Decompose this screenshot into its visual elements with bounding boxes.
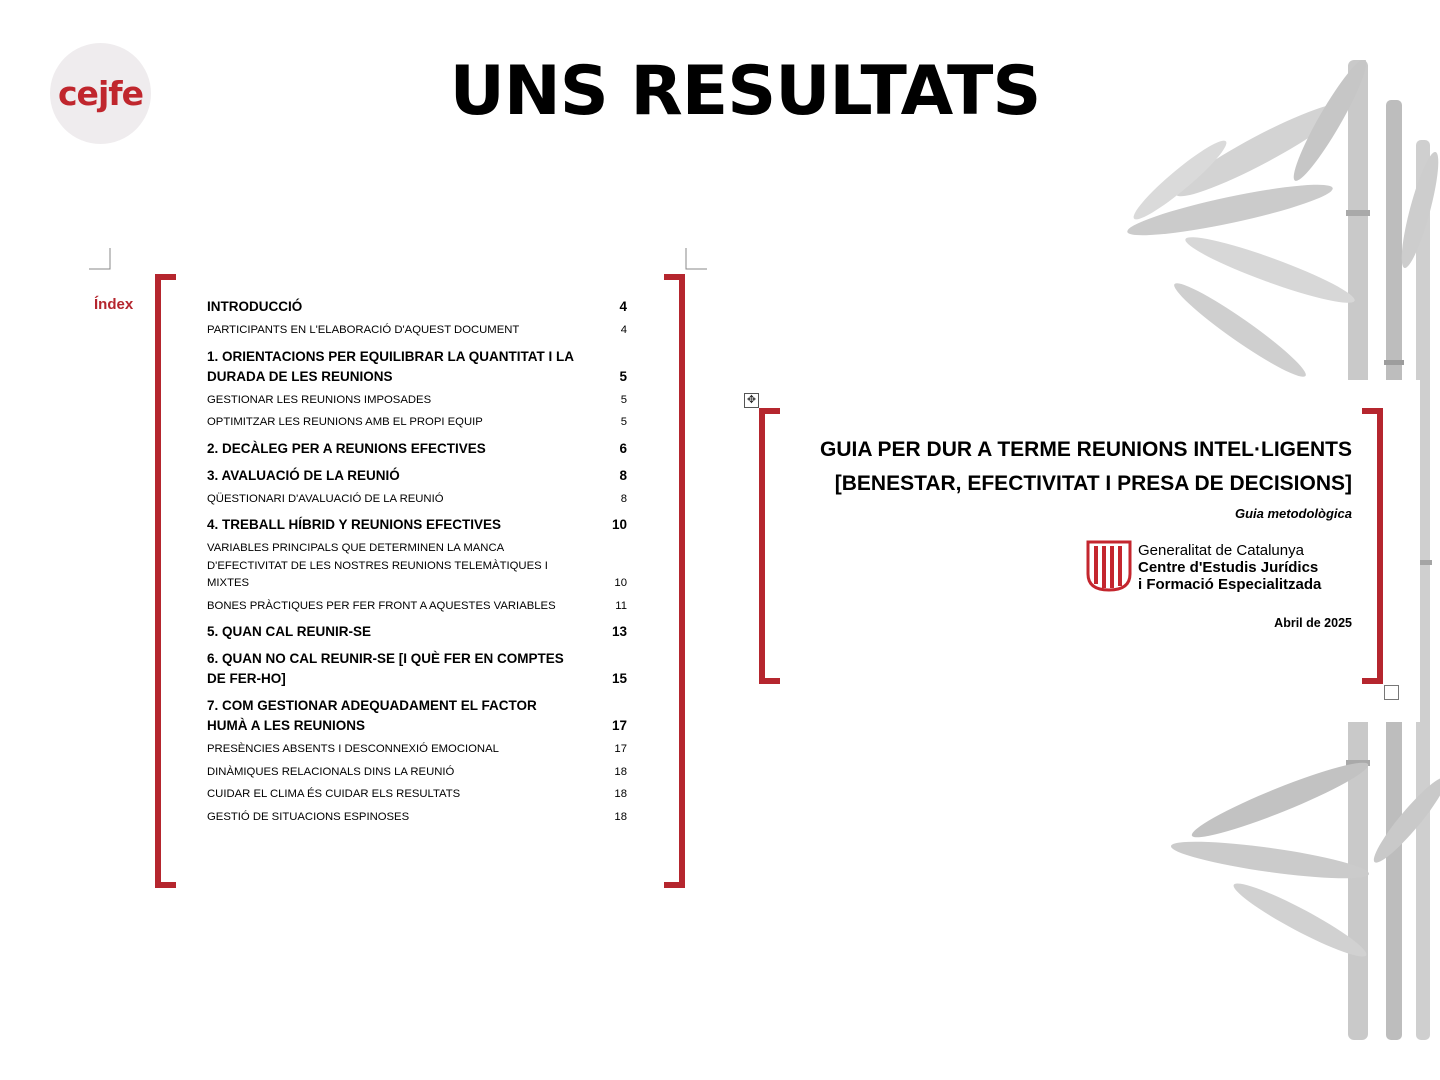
toc-entry-title: CUIDAR EL CLIMA ÉS CUIDAR ELS RESULTATS	[207, 788, 461, 800]
toc-entry[interactable]	[207, 786, 627, 804]
toc-entry[interactable]	[207, 741, 627, 759]
toc-entry-title: GESTIÓ DE SITUACIONS ESPINOSES	[207, 810, 410, 823]
institution-name	[1138, 542, 1358, 593]
toc-entry-title: 6. QUAN NO CAL REUNIR-SE [I QUÈ FER EN COMPTES DE FER-HO]	[207, 651, 564, 686]
toc-entry[interactable]	[207, 414, 627, 432]
toc-entry-page: 15	[611, 671, 627, 686]
toc-entry-title: PARTICIPANTS EN L'ELABORACIÓ D'AQUEST DOCUMENT	[207, 324, 520, 336]
logo-text: cejfe	[58, 74, 143, 113]
toc-entry-page: 18	[614, 788, 627, 800]
toc-entry[interactable]	[207, 392, 627, 410]
toc-entry-title: 3. AVALUACIÓ DE LA REUNIÓ	[207, 467, 400, 483]
toc-entry-page: 4	[620, 324, 627, 336]
toc-entry[interactable]	[207, 491, 627, 509]
cover-title	[780, 433, 1352, 501]
toc-entry[interactable]	[207, 297, 627, 317]
toc-entry-title: INTRODUCCIÓ	[207, 299, 303, 314]
index-label: Índex	[94, 296, 134, 313]
toc-entry-page: 17	[614, 743, 627, 755]
toc-entry-page: 10	[614, 577, 627, 589]
toc-entry-title: OPTIMITZAR LES REUNIONS AMB EL PROPI EQUIP	[207, 416, 483, 428]
toc-entry-page: 10	[611, 517, 627, 532]
toc-entry[interactable]	[207, 439, 627, 459]
toc-entry-page: 5	[620, 393, 627, 406]
toc-entry-page: 18	[614, 765, 627, 778]
cover-left-bracket	[759, 408, 781, 684]
cover-date: Abril de 2025	[1274, 616, 1352, 630]
toc-entry-page: 4	[619, 299, 627, 314]
toc-entry-title: 4. TREBALL HÍBRID Y REUNIONS EFECTIVES	[207, 517, 502, 532]
toc-entry-title: 5. QUAN CAL REUNIR-SE	[207, 624, 372, 639]
toc-entry-title: GESTIONAR LES REUNIONS IMPOSADES	[207, 393, 432, 406]
toc-entry[interactable]	[207, 515, 627, 535]
toc-entry-title: 7. COM GESTIONAR ADEQUADAMENT EL FACTOR HUMÀ A LES REUNIONS	[207, 698, 537, 733]
generalitat-emblem-icon	[1086, 540, 1132, 592]
index-right-bracket	[663, 274, 685, 888]
toc-entry[interactable]	[207, 322, 627, 340]
table-move-icon[interactable]: ✥	[744, 393, 759, 408]
toc-entry[interactable]	[207, 598, 627, 616]
toc-entry-page: 5	[619, 368, 627, 384]
toc-entry[interactable]	[207, 764, 627, 782]
institution-line-1: Generalitat de Catalunya	[1138, 542, 1304, 559]
crop-mark-top-left	[89, 248, 111, 270]
cejfe-logo	[50, 43, 151, 144]
toc-entry[interactable]	[207, 809, 627, 827]
toc-entry-title: 1. ORIENTACIONS PER EQUILIBRAR LA QUANTITAT I LA DURADA DE LES REUNIONS	[207, 348, 574, 384]
toc-entry[interactable]	[207, 540, 627, 593]
toc-entry-title: DINÀMIQUES RELACIONALS DINS LA REUNIÓ	[207, 765, 455, 778]
toc-entry-title: QÜESTIONARI D'AVALUACIÓ DE LA REUNIÓ	[207, 492, 444, 505]
toc-entry-page: 8	[620, 492, 627, 505]
toc-entry[interactable]	[207, 347, 627, 387]
toc-entry-page: 11	[615, 599, 627, 612]
toc-entry-page: 6	[619, 440, 627, 456]
toc-entry-page: 8	[619, 467, 627, 483]
toc-entry[interactable]	[207, 622, 627, 642]
toc-entry-title: VARIABLES PRINCIPALS QUE DETERMINEN LA MANCA D'EFECTIVITAT DE LES NOSTRES REUNIONS TELEMÀTIQUES I MIXTES	[207, 542, 548, 589]
toc-entry-title: BONES PRÀCTIQUES PER FER FRONT A AQUESTES VARIABLES	[207, 599, 556, 612]
table-of-contents	[207, 290, 627, 826]
toc-entry[interactable]	[207, 696, 627, 736]
cover-subtitle: Guia metodològica	[1234, 506, 1352, 521]
toc-entry-title: 2. DECÀLEG PER A REUNIONS EFECTIVES	[207, 440, 486, 456]
toc-entry-title: PRESÈNCIES ABSENTS I DESCONNEXIÓ EMOCIONAL	[207, 743, 499, 755]
cover-title-line-1: GUIA PER DUR A TERME REUNIONS INTEL·LIGENTS	[819, 438, 1352, 461]
institution-line-3: i Formació Especialitzada	[1138, 576, 1322, 593]
cover-right-bracket	[1361, 408, 1383, 684]
toc-entry-page: 17	[611, 718, 627, 733]
toc-entry[interactable]	[207, 466, 627, 486]
table-resize-handle[interactable]	[1384, 685, 1399, 700]
toc-entry-page: 5	[620, 416, 627, 428]
crop-mark-top-right	[685, 248, 707, 270]
slide-title: UNS RESULTATS	[449, 52, 1041, 131]
cover-title-line-2: [BENESTAR, EFECTIVITAT I PRESA DE DECISIONS]	[834, 472, 1352, 495]
toc-entry-page: 18	[614, 810, 627, 823]
toc-entry-page: 13	[611, 624, 627, 639]
toc-entry[interactable]	[207, 649, 627, 689]
index-left-bracket	[155, 274, 177, 888]
institution-line-2: Centre d'Estudis Jurídics	[1138, 559, 1319, 576]
